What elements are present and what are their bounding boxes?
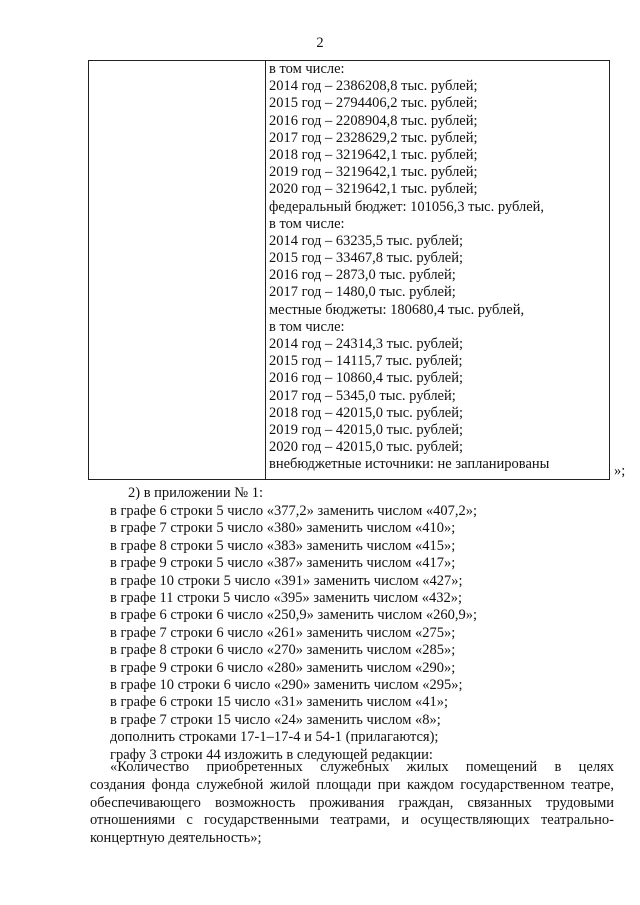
amendment-item: в графе 6 строки 15 число «31» заменить числом «41»; [110,694,449,711]
table-line: внебюджетные источники: не запланированы [269,456,550,473]
table-line: 2014 год – 2386208,8 тыс. рублей; [269,78,478,95]
quote-line: «Количество приобретенных служебных жилых помещений в целях [110,759,614,775]
table-closing-quote: »; [614,463,626,479]
table-line: 2015 год – 2794406,2 тыс. рублей; [269,95,478,112]
amendment-item: в графе 8 строки 5 число «383» заменить числом «415»; [110,537,456,554]
table-line: 2019 год – 3219642,1 тыс. рублей; [269,164,478,181]
table-value-cell [269,61,607,474]
quoted-text-block [90,759,614,848]
page-number: 2 [316,35,324,51]
table-line: 2014 год – 24314,3 тыс. рублей; [269,336,464,352]
amendment-item: графу 3 строки 44 изложить в следующей редакции: [110,746,433,763]
table-line: 2016 год – 10860,4 тыс. рублей; [269,370,464,387]
table-line: в том числе: [269,61,345,77]
table-column-divider [265,61,266,479]
quote-line: отношениями с государственными театрами, и осуществляющих театрально- [90,812,614,829]
table-line: 2017 год – 1480,0 тыс. рублей; [269,284,456,301]
table-line: в том числе: [269,318,345,335]
table-line: 2015 год – 14115,7 тыс. рублей; [269,353,463,370]
table-line: в том числе: [269,215,345,232]
amendment-item: в графе 7 строки 5 число «380» заменить числом «410»; [110,520,456,537]
amendment-item: в графе 9 строки 6 число «280» заменить числом «290»; [110,659,456,676]
table-line: 2018 год – 3219642,1 тыс. рублей; [269,146,478,163]
amendment-item: в графе 6 строки 5 число «377,2» заменить числом «407,2»; [110,503,478,519]
table-line: 2016 год – 2208904,8 тыс. рублей; [269,112,478,129]
amendment-item: в графе 7 строки 15 число «24» заменить числом «8»; [110,711,441,728]
table-line: местные бюджеты: 180680,4 тыс. рублей, [269,301,525,318]
table-line: федеральный бюджет: 101056,3 тыс. рублей, [269,198,545,215]
table-line: 2020 год – 42015,0 тыс. рублей; [269,439,464,456]
amendment-heading: 2) в приложении № 1: [128,485,263,501]
quote-line: концертную деятельность»; [90,830,262,847]
table-line: 2019 год – 42015,0 тыс. рублей; [269,421,464,438]
table-line: 2017 год – 5345,0 тыс. рублей; [269,387,456,404]
table-line: 2020 год – 3219642,1 тыс. рублей; [269,181,478,198]
amendment-item: в графе 8 строки 6 число «270» заменить числом «285»; [110,642,456,659]
table-line: 2014 год – 63235,5 тыс. рублей; [269,232,464,249]
table-line: 2017 год – 2328629,2 тыс. рублей; [269,129,478,146]
amendment-item: в графе 10 строки 5 число «391» заменить числом «427»; [110,572,463,589]
table-line: 2015 год – 33467,8 тыс. рублей; [269,250,464,267]
amendment-item: в графе 10 строки 6 число «290» заменить числом «295»; [110,677,463,693]
amendment-item: в графе 6 строки 6 число «250,9» заменить числом «260,9»; [110,607,478,624]
table-line: 2016 год – 2873,0 тыс. рублей; [269,267,456,284]
amendment-item: в графе 9 строки 5 число «387» заменить числом «417»; [110,555,456,572]
table-line: 2018 год – 42015,0 тыс. рублей; [269,404,464,421]
quote-line: обеспечивающего возможность проживания граждан, связанных трудовыми [90,794,614,811]
amendment-item: дополнить строками 17-1–17-4 и 54-1 (прилагаются); [110,729,439,746]
funding-table [88,60,610,480]
quote-line: создания фонда служебной жилой площади при каждом государственном театре, [90,776,614,793]
amendment-item: в графе 7 строки 6 число «261» заменить числом «275»; [110,624,456,641]
amendment-item: в графе 11 строки 5 число «395» заменить числом «432»; [110,590,463,606]
